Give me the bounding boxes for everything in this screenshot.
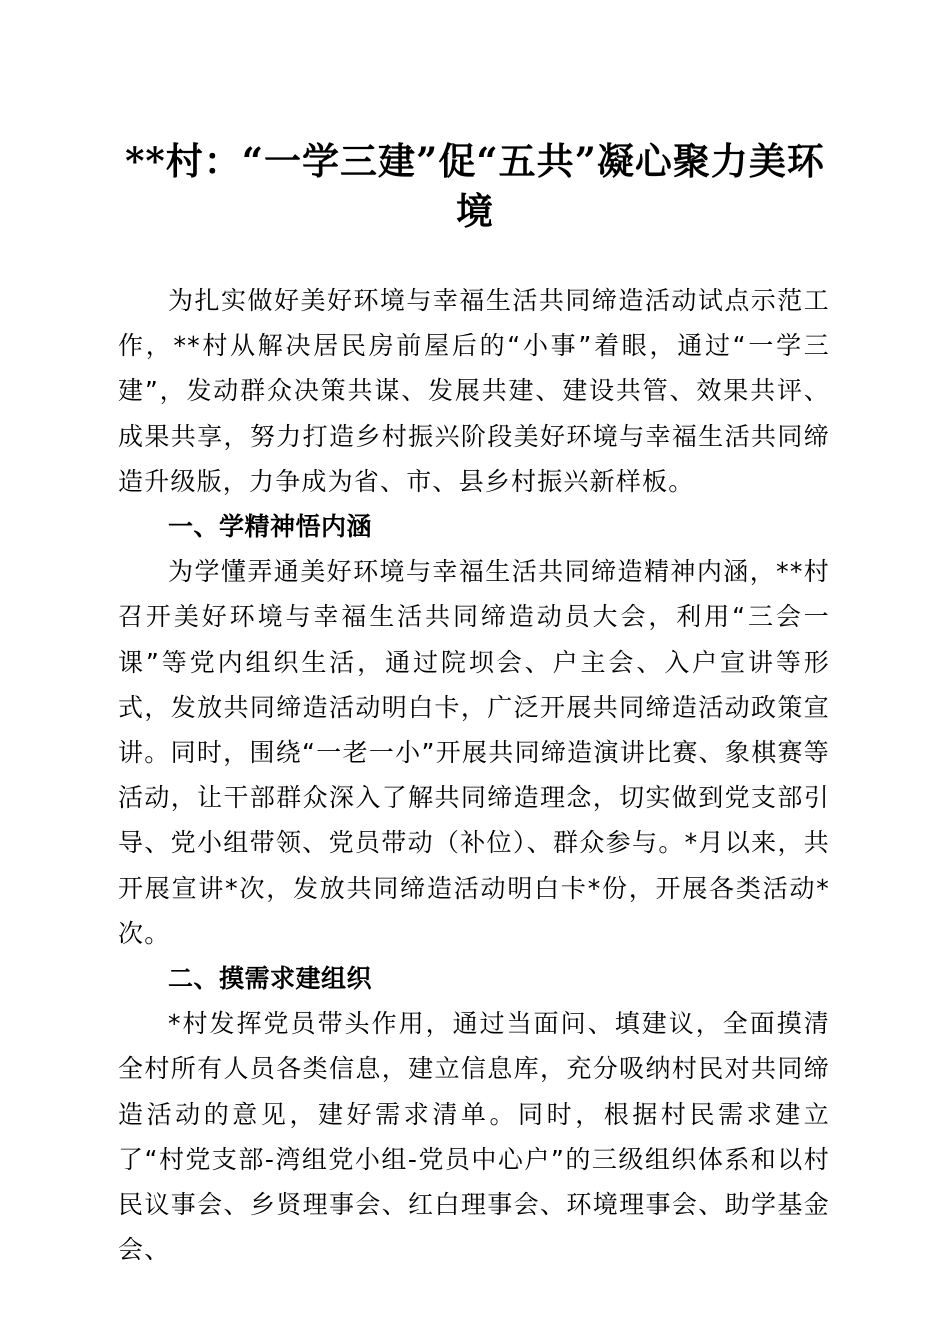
document-body — [118, 278, 830, 1272]
section-heading-2: 二、摸需求建组织 — [168, 964, 373, 994]
paragraph-section-1: 为学懂弄通美好环境与幸福生活共同缔造精神内涵，**村召开美好环境与幸福生活共同缔造动员大会，利用“三会一课”等党内组织生活，通过院坝会、户主会、入户宣讲等形式，发放共同缔造活动明白卡，广泛开展共同缔造活动政策宣讲。同时，围绕“一老一小”开展共同缔造演讲比赛、象棋赛等活动，让干部群众深入了解共同缔造理念，切实做到党支部引导、党小组带领、党员带动（补位）、群众参与。*月以来，共开展宣讲*次，发放共同缔造活动明白卡*份，开展各类活动*次。 — [118, 557, 830, 948]
paragraph-intro: 为扎实做好美好环境与幸福生活共同缔造活动试点示范工作，**村从解决居民房前屋后的“小事”着眼，通过“一学三建”，发动群众决策共谋、发展共建、建设共管、效果共评、成果共享，努力打造乡村振兴阶段美好环境与幸福生活共同缔造升级版，力争成为省、市、县乡村振兴新样板。 — [118, 286, 830, 496]
paragraph-section-2: *村发挥党员带头作用，通过当面问、填建议，全面摸清全村所有人员各类信息，建立信息库，充分吸纳村民对共同缔造活动的意见，建好需求清单。同时，根据村民需求建立了“村党支部-湾组党小组-党员中心户”的三级组织体系和以村民议事会、乡贤理事会、红白理事会、环境理事会、助学基金会、 — [118, 1009, 830, 1265]
document-title: **村：“一学三建”促“五共”凝心聚力美环境 — [125, 139, 825, 233]
section-heading-1: 一、学精神悟内涵 — [168, 512, 373, 542]
